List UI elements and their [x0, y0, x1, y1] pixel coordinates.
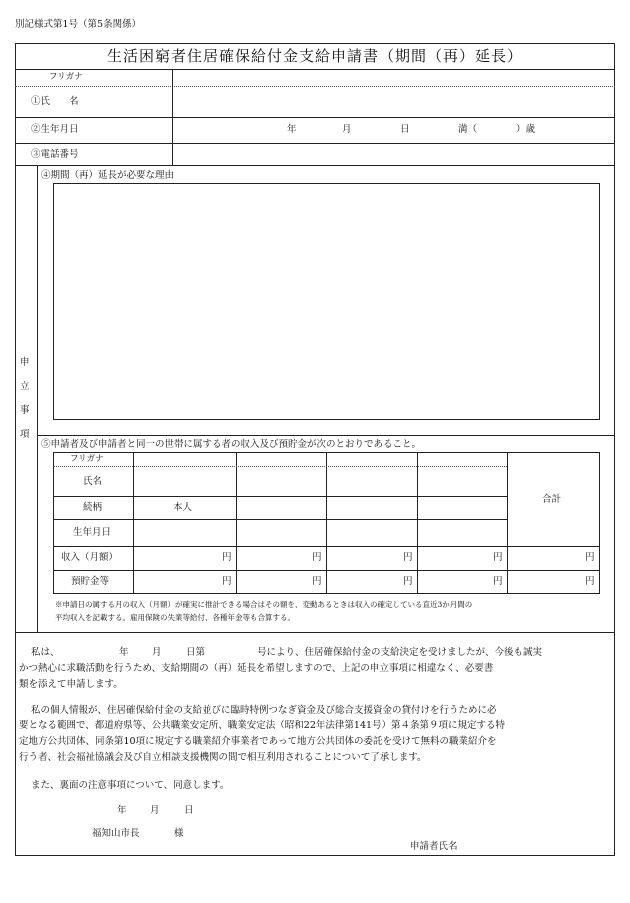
age-open: 満（ — [458, 124, 478, 135]
date-year-unit: 年 — [117, 805, 127, 816]
date-month-unit: 月 — [150, 805, 160, 816]
decl-p1-year: 年 — [119, 647, 129, 658]
decl-p1-line: 類を添えて申請します。 — [19, 679, 123, 690]
yen-unit: 円 — [493, 552, 503, 563]
furigana-label: フリガナ — [49, 72, 83, 82]
furigana-field[interactable] — [173, 70, 614, 85]
applicant-name-label: 申請者氏名 — [410, 841, 458, 852]
date-day-unit: 日 — [184, 805, 194, 816]
section-label-char: 項 — [20, 429, 30, 440]
page-title: 生活困窮者住居確保給付金支給申請書（期間（再）延長） — [106, 47, 523, 65]
decl-p2-line: 要となる範囲で、都道府県等、公共職業安定所、職業安定法（昭和22年法律第141号）第４条第９項に規定する特 — [19, 720, 506, 731]
phone-label: ③電話番号 — [31, 149, 79, 160]
birthdate-field[interactable] — [173, 118, 614, 142]
yen-unit: 円 — [222, 576, 232, 587]
decl-p2-line: 定地方公共団体、同条第10項に規定する職業紹介事業者であって地方公共団体の委託を受けて無料の職業紹介を — [19, 736, 497, 747]
row-income-label: 収入（月額） — [61, 552, 119, 563]
decl-p1-num: 号により、住居確保給付金の支給決定を受けましたが、今後も誠実 — [257, 647, 543, 658]
total-label: 合計 — [542, 494, 562, 505]
row-birthdate-label: 生年月日 — [73, 527, 112, 538]
yen-unit: 円 — [222, 552, 232, 563]
reason-label: ④期間（再）延長が必要な理由 — [41, 170, 175, 181]
income-note: ※申請日の属する月の収入（月額）が確実に推計できる場合はその額を、変動あるときは収入の確定している直近3か月間の — [55, 600, 473, 609]
self-relation: 本人 — [173, 502, 193, 513]
decl-p1-month: 月 — [152, 647, 162, 658]
applicant-name-field[interactable] — [470, 838, 610, 854]
yen-unit: 円 — [493, 576, 503, 587]
household-label: ⑤申請者及び申請者と同一の世帯に属する者の収入及び預貯金が次のとおりであること。 — [41, 439, 422, 450]
yen-unit: 円 — [312, 576, 322, 587]
birth-year-unit: 年 — [287, 124, 297, 135]
name-label: ①氏 名 — [31, 96, 79, 107]
birthdate-label: ②生年月日 — [31, 124, 79, 135]
decl-p1-day: 日第 — [186, 647, 206, 658]
section-label-char: 立 — [20, 381, 30, 392]
decl-p2-line: 私の個人情報が、住居確保給付金の支給並びに臨時特例つなぎ資金及び総合支援資金の貸付けを行うために必 — [31, 705, 497, 716]
birth-day-unit: 日 — [400, 124, 410, 135]
reason-textarea[interactable] — [53, 183, 600, 420]
decl-p3: また、裏面の注意事項について、同意します。 — [31, 780, 230, 791]
decl-p2-line: 行う者、社会福祉協議会及び自立相談支援機関の間で相互利用されることについて了承します。 — [19, 752, 427, 763]
age-close: ）歳 — [516, 124, 536, 135]
section-label-char: 事 — [20, 405, 30, 416]
row-name-label: 氏名 — [83, 476, 103, 487]
income-note: 平均収入を記載する。雇用保険の失業等給付、各種年金等も合算する。 — [55, 613, 295, 622]
yen-unit: 円 — [312, 552, 322, 563]
sama-label: 様 — [174, 828, 184, 839]
row-savings-label: 預貯金等 — [71, 576, 110, 587]
row-relation-label: 続柄 — [83, 502, 103, 513]
form-label: 別記様式第1号（第5条関係） — [15, 19, 142, 30]
mayor-label: 福知山市長 — [92, 828, 140, 839]
yen-unit: 円 — [403, 552, 413, 563]
row-furigana-label: フリガナ — [70, 454, 104, 464]
yen-unit: 円 — [585, 552, 595, 563]
name-field[interactable] — [173, 87, 614, 116]
section-label-char: 申 — [20, 357, 30, 368]
phone-field[interactable] — [173, 144, 614, 164]
yen-unit: 円 — [403, 576, 413, 587]
decl-p1-pre: 私は、 — [31, 647, 60, 658]
yen-unit: 円 — [585, 576, 595, 587]
decl-p1-line: かつ熱心に求職活動を行うため、支給期間の（再）延長を希望しますので、上記の申立事項に相違なく、必要書 — [19, 663, 494, 674]
birth-month-unit: 月 — [342, 124, 352, 135]
